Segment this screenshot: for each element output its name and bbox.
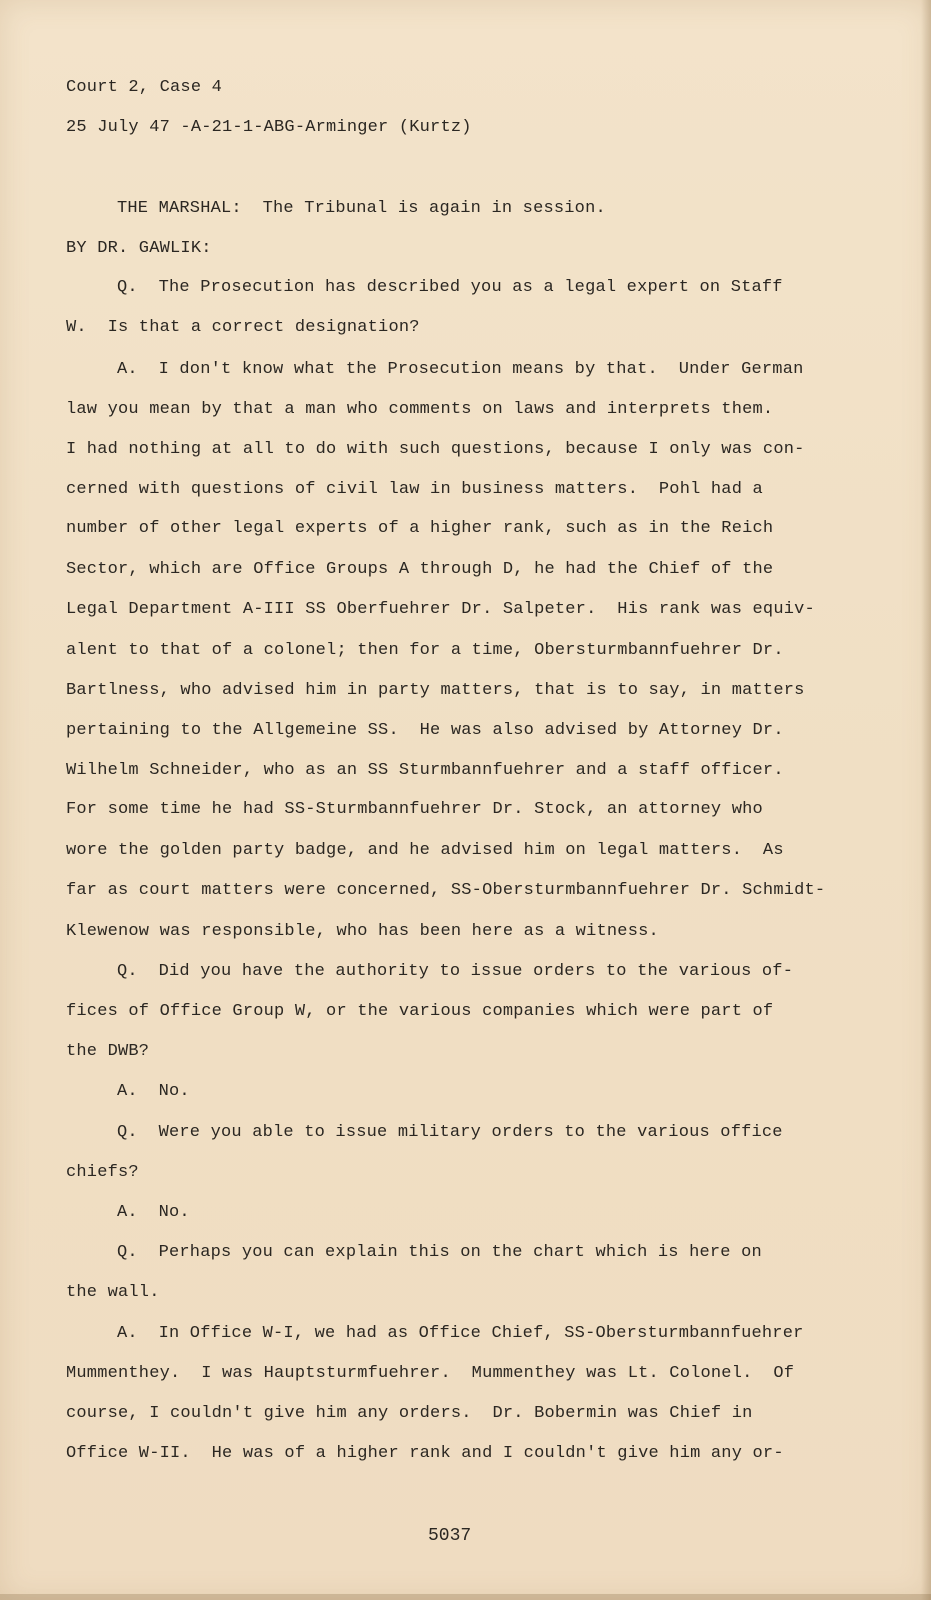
transcript-line: wore the golden party badge, and he advised him on legal matters. As [66, 841, 784, 860]
transcript-line: Q. Did you have the authority to issue orders to the various of- [117, 962, 794, 981]
transcript-line: chiefs? [66, 1163, 139, 1182]
transcript-line: Q. Were you able to issue military orders to the various office [117, 1123, 783, 1142]
transcript-line: course, I couldn't give him any orders. Dr. Bobermin was Chief in [66, 1404, 753, 1423]
transcript-line: I had nothing at all to do with such questions, because I only was con- [66, 440, 805, 459]
transcript-line: Q. Perhaps you can explain this on the chart which is here on [117, 1243, 762, 1262]
page-number: 5037 [428, 1526, 472, 1546]
transcript-line: Klewenow was responsible, who has been here as a witness. [66, 922, 659, 941]
transcript-line: Q. The Prosecution has described you as a legal expert on Staff [117, 278, 783, 297]
transcript-line: number of other legal experts of a higher rank, such as in the Reich [66, 519, 774, 538]
transcript-line: Bartlness, who advised him in party matters, that is to say, in matters [66, 681, 805, 700]
transcript-line: BY DR. GAWLIK: [66, 239, 212, 258]
transcript-line: A. In Office W-I, we had as Office Chief, SS-Obersturmbannfuehrer [117, 1324, 804, 1343]
transcript-line: cerned with questions of civil law in business matters. Pohl had a [66, 480, 763, 499]
transcript-line: Wilhelm Schneider, who as an SS Sturmbannfuehrer and a staff officer. [66, 761, 784, 780]
transcript-line: For some time he had SS-Sturmbannfuehrer Dr. Stock, an attorney who [66, 800, 763, 819]
transcript-line: A. No. [117, 1082, 190, 1101]
transcript-line: A. I don't know what the Prosecution means by that. Under German [117, 360, 804, 379]
session-line: 25 July 47 -A-21-1-ABG-Arminger (Kurtz) [66, 118, 472, 137]
transcript-line: THE MARSHAL: The Tribunal is again in session. [117, 199, 606, 218]
transcript-line: Office W-II. He was of a higher rank and I couldn't give him any or- [66, 1444, 784, 1463]
court-case-header: Court 2, Case 4 [66, 78, 223, 97]
transcript-line: Mummenthey. I was Hauptsturmfuehrer. Mummenthey was Lt. Colonel. Of [66, 1364, 795, 1383]
transcript-line: alent to that of a colonel; then for a time, Obersturmbannfuehrer Dr. [66, 641, 784, 660]
transcript-line: pertaining to the Allgemeine SS. He was also advised by Attorney Dr. [66, 721, 784, 740]
transcript-line: law you mean by that a man who comments on laws and interprets them. [66, 400, 774, 419]
transcript-line: far as court matters were concerned, SS-Obersturmbannfuehrer Dr. Schmidt- [66, 881, 826, 900]
transcript-line: W. Is that a correct designation? [66, 318, 420, 337]
transcript-line: the wall. [66, 1283, 160, 1302]
transcript-line: A. No. [117, 1203, 190, 1222]
page-bottom-edge [0, 1594, 931, 1600]
transcript-line: Sector, which are Office Groups A through D, he had the Chief of the [66, 560, 774, 579]
transcript-line: the DWB? [66, 1042, 150, 1061]
transcript-line: Legal Department A-III SS Oberfuehrer Dr. Salpeter. His rank was equiv- [66, 600, 815, 619]
transcript-line: fices of Office Group W, or the various companies which were part of [66, 1002, 774, 1021]
